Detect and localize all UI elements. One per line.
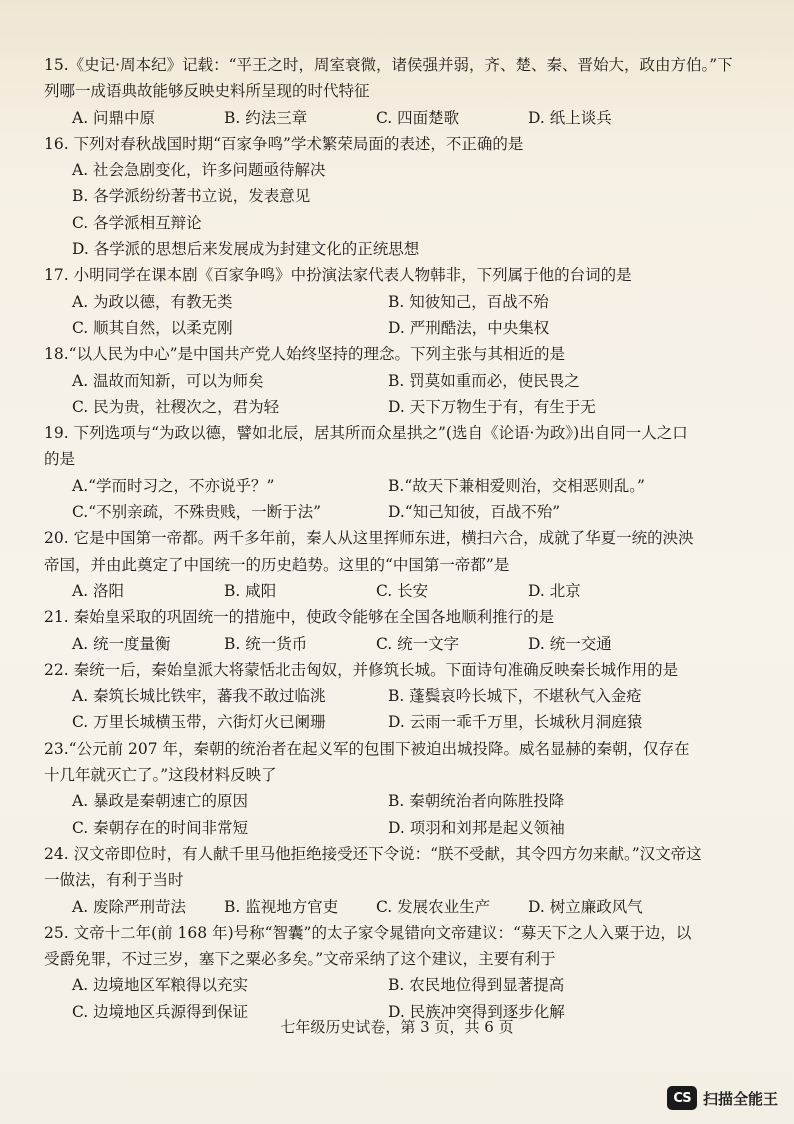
answer-option-c: C. 各学派相互辩论 (72, 213, 202, 232)
answer-option-b: B. 咸阳 (224, 581, 277, 600)
answer-option-c: C. 长安 (376, 581, 429, 600)
answer-option-a: A. 社会急剧变化，许多问题亟待解决 (72, 161, 326, 180)
answer-option-d: D.“知己知彼，百战不殆” (388, 503, 561, 522)
question-stem-line: 22. 秦统一后，秦始皇派大将蒙恬北击匈奴，并修筑长城。下面诗句准确反映秦长城作用的是 (44, 660, 679, 679)
question-stem-line: 21. 秦始皇采取的巩固统一的措施中，使政令能够在全国各地顺利推行的是 (44, 608, 555, 627)
question-16 (44, 131, 734, 262)
answer-option-b: B. 监视地方官吏 (224, 897, 339, 916)
answer-option-d: D. 民族冲突得到逐步化解 (388, 1002, 565, 1021)
answer-option-c: C. 顺其自然，以柔克刚 (72, 318, 233, 337)
answer-option-d: D. 树立廉政风气 (528, 897, 643, 916)
option-group (44, 631, 734, 657)
question-stem-line: 十几年就灭亡了。”这段材料反映了 (44, 766, 277, 785)
question-stem-line: 18.“以人民为中心”是中国共产党人始终坚持的理念。下列主张与其相近的是 (44, 345, 566, 364)
answer-option-c: C. 统一文字 (376, 634, 460, 653)
answer-option-b: B. 蓬鬓哀吟长城下，不堪秋气入金疮 (388, 687, 642, 706)
answer-option-c: C. 秦朝存在的时间非常短 (72, 818, 249, 837)
answer-option-a: A.“学而时习之，不亦说乎？” (72, 476, 275, 495)
answer-option-c: C. 边境地区兵源得到保证 (72, 1002, 249, 1021)
answer-option-a: A. 边境地区军粮得以充实 (72, 976, 249, 995)
answer-option-c: C. 民为贵，社稷次之，君为轻 (72, 397, 280, 416)
question-stem-line: 23.“公元前 207 年，秦朝的统治者在起义军的包围下被迫出城投降。威名显赫的秦朝，仅存在 (44, 739, 690, 758)
answer-option-b: B.“故天下兼相爱则治，交相恶则乱。” (388, 476, 645, 495)
option-group (44, 105, 734, 131)
answer-option-d: D. 项羽和刘邦是起义领袖 (388, 818, 565, 837)
question-23 (44, 736, 734, 841)
answer-option-d: D. 北京 (528, 581, 581, 600)
answer-option-b: B. 罚莫如重而必，使民畏之 (388, 371, 580, 390)
question-stem-line: 列哪一成语典故能够反映史料所呈现的时代特征 (44, 82, 370, 101)
question-stem-line: 16. 下列对春秋战国时期“百家争鸣”学术繁荣局面的表述，不正确的是 (44, 134, 524, 153)
answer-option-c: C. 四面楚歌 (376, 108, 460, 127)
answer-option-d: D. 严刑酷法，中央集权 (388, 318, 550, 337)
question-stem-line: 24. 汉文帝即位时，有人献千里马他拒绝接受还下令说：“朕不受献，其令四方勿来献。”汉文帝这 (44, 844, 702, 863)
question-25 (44, 920, 734, 1025)
question-18 (44, 341, 734, 420)
option-group (44, 683, 734, 736)
answer-option-a: A. 洛阳 (72, 581, 125, 600)
question-stem-line: 一做法，有利于当时 (44, 871, 184, 890)
question-list (44, 52, 734, 1025)
answer-option-d: D. 纸上谈兵 (528, 108, 612, 127)
question-stem-line: 25. 文帝十二年(前 168 年)号称“智囊”的太子家令晁错向文帝建议：“募天下之人入粟于边，以 (44, 923, 692, 942)
answer-option-c: C. 万里长城横玉带，六街灯火已阑珊 (72, 713, 326, 732)
option-group (44, 788, 734, 841)
scanner-watermark (667, 1086, 778, 1110)
answer-option-d: D. 天下万物生于有，有生于无 (388, 397, 596, 416)
answer-option-c: C. 发展农业生产 (376, 897, 491, 916)
option-group (44, 894, 734, 920)
answer-option-b: B. 统一货币 (224, 634, 308, 653)
option-group (44, 473, 734, 526)
answer-option-b: B. 知彼知己，百战不殆 (388, 292, 549, 311)
answer-option-a: A. 秦筑长城比铁牢，蕃我不敢过临洮 (72, 687, 326, 706)
question-stem-line: 19. 下列选项与“为政以德，譬如北辰，居其所而众星拱之”(选自《论语·为政》)出自同一人之口 (44, 424, 688, 443)
answer-option-d: D. 统一交通 (528, 634, 612, 653)
question-stem-line: 帝国，并由此奠定了中国统一的历史趋势。这里的“中国第一帝都”是 (44, 555, 510, 574)
question-stem-line: 17. 小明同学在课本剧《百家争鸣》中扮演法家代表人物韩非，下列属于他的台词的是 (44, 266, 632, 285)
answer-option-c: C.“不别亲疏，不殊贵贱，一断于法” (72, 503, 322, 522)
answer-option-a: A. 问鼎中原 (72, 108, 156, 127)
answer-option-a: A. 暴政是秦朝速亡的原因 (72, 792, 249, 811)
question-stem-line: 的是 (44, 450, 76, 469)
option-group (44, 157, 734, 262)
camscanner-logo-icon: CS (667, 1086, 697, 1110)
question-22 (44, 657, 734, 736)
question-20 (44, 525, 734, 604)
question-stem-line: 15.《史记·周本纪》记载：“平王之时，周室衰微，诸侯强并弱，齐、楚、秦、晋始大，政由方伯。”下 (44, 56, 733, 74)
answer-option-b: B. 各学派纷纷著书立说，发表意见 (72, 187, 311, 206)
watermark-text: 扫描全能王 (702, 1089, 778, 1108)
option-group (44, 578, 734, 604)
page-footer: 七年级历史试卷，第 3 页，共 6 页 (280, 1018, 514, 1036)
question-24 (44, 841, 734, 920)
option-group (44, 368, 734, 421)
question-stem-line: 受爵免罪，不过三岁，塞下之粟必多矣。”文帝采纳了这个建议，主要有利于 (44, 950, 556, 969)
answer-option-b: B. 农民地位得到显著提高 (388, 976, 565, 995)
answer-option-a: A. 为政以德，有教无类 (72, 292, 233, 311)
question-17 (44, 262, 734, 341)
question-21 (44, 604, 734, 657)
answer-option-d: D. 各学派的思想后来发展成为封建文化的正统思想 (72, 240, 420, 259)
answer-option-b: B. 约法三章 (224, 108, 308, 127)
option-group (44, 289, 734, 342)
answer-option-a: A. 废除严刑苛法 (72, 897, 187, 916)
question-19 (44, 420, 734, 525)
answer-option-b: B. 秦朝统治者向陈胜投降 (388, 792, 565, 811)
answer-option-a: A. 统一度量衡 (72, 634, 171, 653)
answer-option-a: A. 温故而知新，可以为师矣 (72, 371, 264, 390)
answer-option-d: D. 云雨一乖千万里，长城秋月洞庭猿 (388, 713, 643, 732)
question-stem-line: 20. 它是中国第一帝都。两千多年前，秦人从这里挥师东进，横扫六合，成就了华夏一统的泱泱 (44, 529, 694, 548)
question-15 (44, 52, 734, 131)
